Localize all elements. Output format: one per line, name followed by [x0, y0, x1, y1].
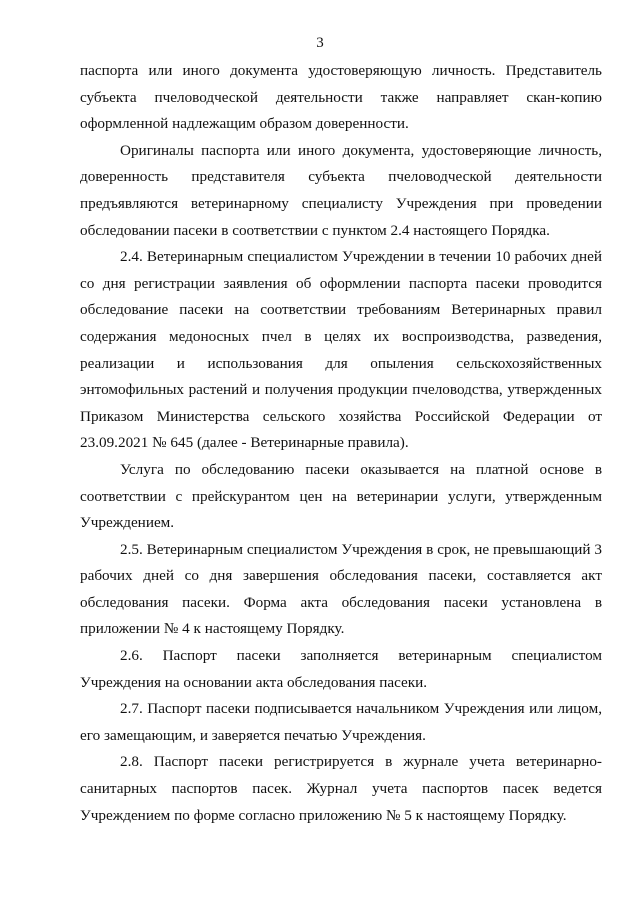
document-body	[80, 58, 602, 829]
paragraph-2-6: 2.6. Паспорт пасеки заполняется ветеринарным специалистом Учреждения на основании акта обследования пасеки.	[80, 647, 602, 691]
paragraph-service: Услуга по обследованию пасеки оказывается на платной основе в соответствии с прейскурантом цен на ветеринарии услуги, утвержденным Учреждением.	[80, 460, 602, 532]
paragraph-continuation: паспорта или иного документа удостоверяющую личность. Представитель субъекта пчеловодческой деятельности также направляет скан-копию оформленной надлежащим образом доверенности.	[80, 62, 602, 133]
page-number: 3	[316, 35, 324, 51]
paragraph-2-5: 2.5. Ветеринарным специалистом Учреждения в срок, не превышающий 3 рабочих дней со дня завершения обследования пасеки, составляется акт обследования пасеки. Форма акта обследования пасеки установлена в приложении № 4 к настоящему Порядку.	[80, 540, 602, 638]
paragraph-2-4: 2.4. Ветеринарным специалистом Учреждении в течении 10 рабочих дней со дня регистрации заявления об оформлении паспорта пасеки проводится обследование пасеки на соответствии требованиям Ветеринарных правил содержания медоносных пчел в целях их воспроизводства, разведения, реализации и использования для опыления сельскохозяйственных энтомофильных растений и получения продукции пчеловодства, утвержденных Приказом Министерства сельского хозяйства Российской Федерации от 23.09.2021 № 645 (далее - Ветеринарные правила).	[80, 248, 602, 452]
paragraph-2-7: 2.7. Паспорт пасеки подписывается начальником Учреждения или лицом, его замещающим, и заверяется печатью Учреждения.	[80, 700, 602, 744]
paragraph-originals: Оригиналы паспорта или иного документа, удостоверяющие личность, доверенность представителя субъекта пчеловодческой деятельности предъявляются ветеринарному специалисту Учреждения при проведении обследовании пасеки в соответствии с пунктом 2.4 настоящего Порядка.	[80, 141, 602, 239]
paragraph-2-8: 2.8. Паспорт пасеки регистрируется в журнале учета ветеринарно-санитарных паспортов пасек. Журнал учета паспортов пасек ведется Учреждением по форме согласно приложению № 5 к настоящему Порядку.	[80, 753, 602, 824]
